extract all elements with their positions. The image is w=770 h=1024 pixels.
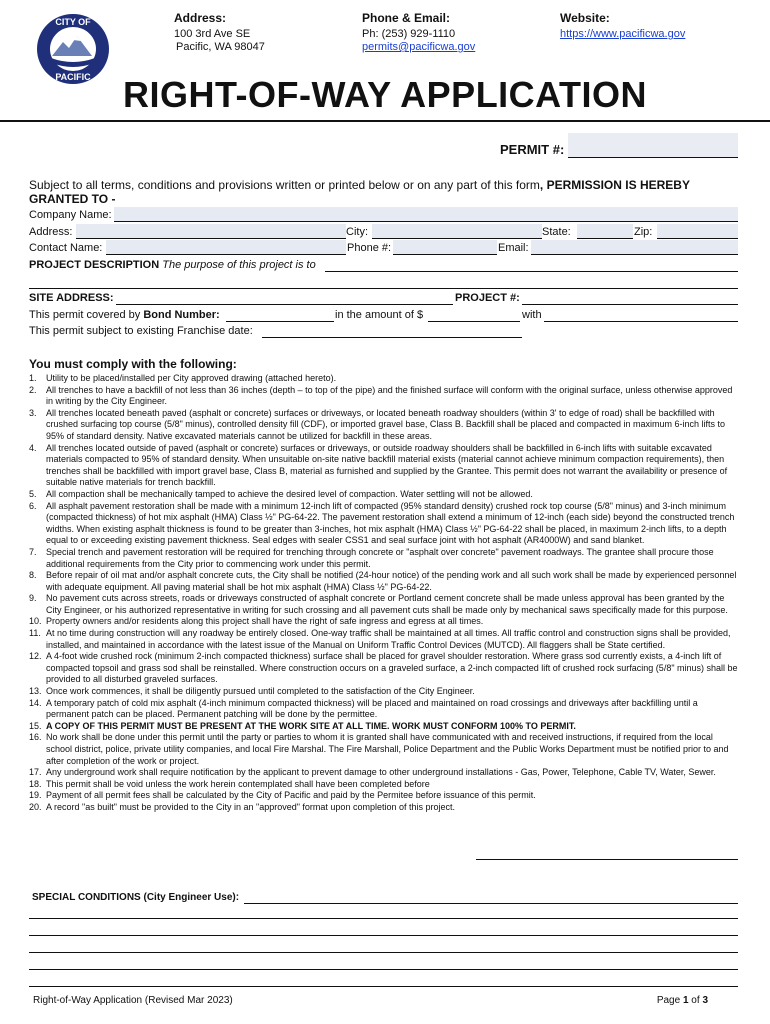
- special-conditions-line-3[interactable]: [29, 924, 738, 936]
- term-text: Any underground work shall require notification by the applicant to prevent damage to other underground installations - Gas, Power, Telephone, Cable TV, Water, Sewer.: [46, 767, 716, 778]
- special-conditions-line-1[interactable]: [244, 892, 738, 904]
- term-item: [29, 721, 741, 733]
- page-current: 1: [682, 995, 689, 1006]
- term-item: [29, 651, 741, 686]
- project-description-field[interactable]: [325, 257, 738, 272]
- term-item: [29, 489, 741, 501]
- term-number: 5.: [29, 488, 37, 499]
- term-text: Utility to be placed/installed per City approved drawing (attached hereto).: [46, 373, 337, 383]
- term-text: Once work commences, it shall be diligently pursued until completed to the satisfaction of the City Engineer.: [46, 686, 475, 697]
- footer-revision: Right-of-Way Application (Revised Mar 2023): [33, 995, 233, 1006]
- project-number-field[interactable]: [522, 290, 738, 305]
- franchise-date-label: This permit subject to existing Franchise date:: [29, 325, 253, 337]
- term-number: 7.: [29, 546, 37, 557]
- term-item: [29, 547, 741, 570]
- term-number: 2.: [29, 384, 37, 395]
- grant-statement-text: Subject to all terms, conditions and provisions written or printed below or on any part of this form: [29, 178, 540, 192]
- grant-statement-bold: , PERMISSION IS HEREBY GRANTED TO -: [29, 178, 690, 206]
- comply-heading: You must comply with the following:: [29, 357, 237, 371]
- term-item: [29, 373, 741, 385]
- special-conditions-line-6[interactable]: [29, 975, 738, 987]
- term-number: 8.: [29, 570, 37, 581]
- phone-email-label: Phone & Email:: [362, 11, 451, 25]
- term-text: All trenches located outside of paved (asphalt or concrete) surfaces or driveways, or outside roadway shoulders shall be backfilled in 6-inch lifts with suitable excavated materials compacted to 95% of standard density. When unsuitable on-site native backfill material exists (material cannot achieve minimum compaction requirements), then trenches shall be backfilled with import gravel base, Class B, material as furnished and supplied by the Grantee. This permit does not warrant the availability or presence of suitable native materials for trench backfill.: [46, 442, 728, 488]
- term-item: [29, 443, 741, 489]
- address-field-label: Address:: [29, 226, 73, 238]
- term-item: [29, 802, 741, 814]
- phone-label: Phone #:: [347, 242, 392, 254]
- bond-number-field[interactable]: [226, 307, 334, 322]
- email-label: Email:: [498, 242, 529, 254]
- site-address-label: SITE ADDRESS:: [29, 292, 114, 304]
- term-item: [29, 790, 741, 802]
- term-text: A 4-foot wide crushed rock (minimum 2-inch compacted thickness) surface shall be placed for gravel shoulder restoration. Where grass sod currently exists, a 4-inch lift of compacted topsoil and grass sod shall be reinstalled. Where construction occurs on a graveled surface, a 2-inch compacted lift of crushed rock surfacing (5/8" minus) shall be provided to all disturbed graveled surfaces.: [46, 651, 738, 685]
- page-prefix: Page: [656, 995, 683, 1006]
- term-number: 3.: [29, 407, 37, 418]
- bond-label: [29, 308, 220, 322]
- term-item: [29, 593, 741, 616]
- term-item: [29, 686, 741, 698]
- grant-statement: [29, 178, 744, 206]
- term-item: [29, 767, 741, 779]
- term-item: [29, 698, 741, 721]
- term-number: 11.: [29, 628, 41, 639]
- address-label: Address:: [174, 11, 227, 25]
- zip-field[interactable]: [657, 224, 738, 239]
- bond-amount-field[interactable]: [428, 307, 520, 322]
- term-number: 1.: [29, 373, 37, 383]
- term-text: All trenches to have a backfill of not less than 36 inches (depth – to top of the pipe) and the finished surface will conform with the original surface, unless otherwise approved in writing by the City Engineer.: [46, 384, 733, 407]
- term-text: No pavement cuts across streets, roads or driveways constructed of asphalt concrete or Portland cement concrete shall be made unless approval has been granted by the City Engineer, or his authorized representative in writing for such crossing and all pavement cuts shall be made only by mechanical saws specifically made for this purpose.: [46, 593, 728, 615]
- phone-field[interactable]: [393, 240, 497, 255]
- term-text: A record "as built" must be provided to the City in an "approved" format upon completion of this project.: [46, 801, 455, 812]
- term-number: 15.: [29, 720, 42, 731]
- term-text: Special trench and pavement restoration will be required for trenching through concrete or "asphalt over concrete" pavement roadways. The grantee shall procure those additional requirements from the City prior to commencing work under this permit.: [46, 546, 714, 569]
- contact-name-field[interactable]: [106, 240, 346, 255]
- term-text: At no time during construction will any roadway be entirely closed. One-way traffic shall be maintained at all times. All traffic control and construction signs shall be provided, installed, and maintained in accordance with the latest issue of the Manual on Uniform Traffic Control Devices (MUTCD). All flaggers shall be State certified.: [46, 628, 731, 650]
- page-total: 3: [702, 995, 708, 1006]
- website-link[interactable]: https://www.pacificwa.gov: [560, 28, 686, 40]
- address-line1: 100 3rd Ave SE: [174, 28, 251, 40]
- zip-label: Zip:: [634, 226, 653, 238]
- special-conditions-label: SPECIAL CONDITIONS (City Engineer Use):: [32, 892, 240, 903]
- term-item: [29, 385, 741, 408]
- email-link[interactable]: permits@pacificwa.gov: [362, 41, 476, 53]
- term-number: 10.: [29, 616, 42, 627]
- bond-with-field[interactable]: [544, 307, 738, 322]
- term-number: 4.: [29, 442, 37, 453]
- project-description-hint: The purpose of this project is to: [162, 259, 316, 271]
- term-item: [29, 501, 741, 547]
- title-divider: [0, 120, 770, 122]
- term-item: [29, 408, 741, 443]
- logo-bottom-text: PACIFIC: [55, 72, 91, 82]
- permit-number-label: PERMIT #:: [500, 142, 565, 157]
- project-number-label: PROJECT #:: [455, 292, 520, 304]
- term-text: Payment of all permit fees shall be calculated by the City of Pacific and paid by the Permitee before issuance of this permit.: [46, 790, 536, 801]
- bond-number-heading: Bond Number:: [143, 309, 220, 321]
- city-field[interactable]: [372, 224, 542, 239]
- term-text: All asphalt pavement restoration shall be made with a minimum 12-inch lift of compacted (95% standard density) crushed rock top course (5/8" minus) and 3-inch minimum (compacted thickness) of hot mix asphalt (HMA) Class ½" PG-64-22. The pavement restoration shall extend a minimum of 12-inch (each side) beyond the constructed trench widths. When existing asphalt thickness is found to be greater than 3-inches, hot mix asphalt (HMA) Class ½" PG-64-22 shall be placed, in maximum 2-inch lifts, to a depth equal to or exceeding existing pavement thickness. Seal edges with sealer CSS1 and seal surface joint with hot asphalt (AR4000W) and sand blanket.: [46, 500, 735, 546]
- term-item: [29, 616, 741, 628]
- term-text: Before repair of oil mat and/or asphalt concrete cuts, the City shall be notified (24-hour notice) of the pending work and all such work shall be made by experienced personnel with adequate equipment. All paving material shall be hot mix asphalt (HMA) Class ½" PG-64-22.: [46, 570, 737, 592]
- address-line2: Pacific, WA 98047: [176, 41, 265, 53]
- state-label: State:: [542, 226, 571, 238]
- term-item: [29, 628, 741, 651]
- bond-amount-label: in the amount of $: [335, 309, 424, 321]
- term-text: Property owners and/or residents along this project shall have the right of safe ingress and egress at all times.: [46, 616, 484, 627]
- website-label: Website:: [560, 11, 610, 25]
- term-number: 19.: [29, 790, 42, 801]
- project-description-heading: PROJECT DESCRIPTION: [29, 259, 160, 271]
- term-text: A COPY OF THIS PERMIT MUST BE PRESENT AT THE WORK SITE AT ALL TIME. WORK MUST CONFORM 100% TO PERMIT.: [46, 720, 576, 731]
- term-number: 14.: [29, 697, 42, 708]
- company-name-label: Company Name:: [29, 209, 112, 221]
- phone-number: Ph: (253) 929-1110: [362, 28, 456, 40]
- term-number: 16.: [29, 732, 42, 743]
- bond-label-prefix: This permit covered by: [29, 309, 144, 321]
- bond-with-label: with: [522, 309, 542, 321]
- term-number: 17.: [29, 767, 42, 778]
- contact-name-label: Contact Name:: [29, 242, 103, 254]
- project-description-line2[interactable]: [29, 274, 738, 289]
- email-field[interactable]: [531, 240, 738, 255]
- term-item: [29, 732, 741, 767]
- term-item: [29, 570, 741, 593]
- page-of: of: [688, 995, 703, 1006]
- franchise-date-field[interactable]: [262, 323, 522, 338]
- term-text: No work shall be done under this permit until the party or parties to whom it is granted shall have communicated with and received instructions, if required from the local school district, police, private utility companies, and local Fire Marshal. The Fire Marshall, Police Department and the Public Works Department must be notified prior to and after completion of the work or project.: [46, 732, 729, 766]
- term-item: [29, 779, 741, 791]
- term-number: 20.: [29, 801, 42, 812]
- term-text: All trenches located beneath paved (asphalt or concrete) surfaces or driveways, or located beneath roadway shoulders (within 3' to edge of road) shall be backfilled with crushed surfacing top course (5/8" minus), controlled density fill (CDF), or imported gravel base, Class B. Backfill shall be placed and compacted in maximum 6-inch lifts to 95% of standard density. Native excavated materials cannot be utilized for backfill in these areas.: [46, 407, 725, 441]
- special-conditions-line-4[interactable]: [29, 941, 738, 953]
- term-number: 12.: [29, 651, 42, 662]
- footer-page-number: [657, 995, 708, 1006]
- term-number: 9.: [29, 593, 37, 604]
- address-field[interactable]: [76, 224, 346, 239]
- term-number: 13.: [29, 686, 42, 697]
- permit-number-field[interactable]: [568, 133, 738, 158]
- special-conditions-line-5[interactable]: [29, 958, 738, 970]
- form-title: RIGHT-OF-WAY APPLICATION: [122, 74, 647, 115]
- city-label: City:: [346, 226, 368, 238]
- site-address-field[interactable]: [116, 290, 453, 305]
- company-name-field[interactable]: [114, 207, 738, 222]
- project-description-label: [29, 258, 316, 272]
- term-number: 18.: [29, 778, 42, 789]
- term-text: All compaction shall be mechanically tamped to achieve the desired level of compaction. Water settling will not be allowed.: [46, 488, 533, 499]
- logo-top-text: CITY OF: [55, 17, 91, 27]
- term-number: 6.: [29, 500, 37, 511]
- term-text: A temporary patch of cold mix asphalt (4-inch minimum compacted thickness) will be placed and maintained on road crossings and driveways after backfilling until a permanent patch can be placed. Permanent patching will be done by the permittee.: [46, 697, 698, 720]
- completion-date-field[interactable]: [476, 848, 738, 860]
- terms-list: [29, 373, 741, 814]
- special-conditions-line-2[interactable]: [29, 907, 738, 919]
- state-field[interactable]: [577, 224, 633, 239]
- term-text: This permit shall be void unless the work herein contemplated shall have been completed before: [46, 778, 430, 789]
